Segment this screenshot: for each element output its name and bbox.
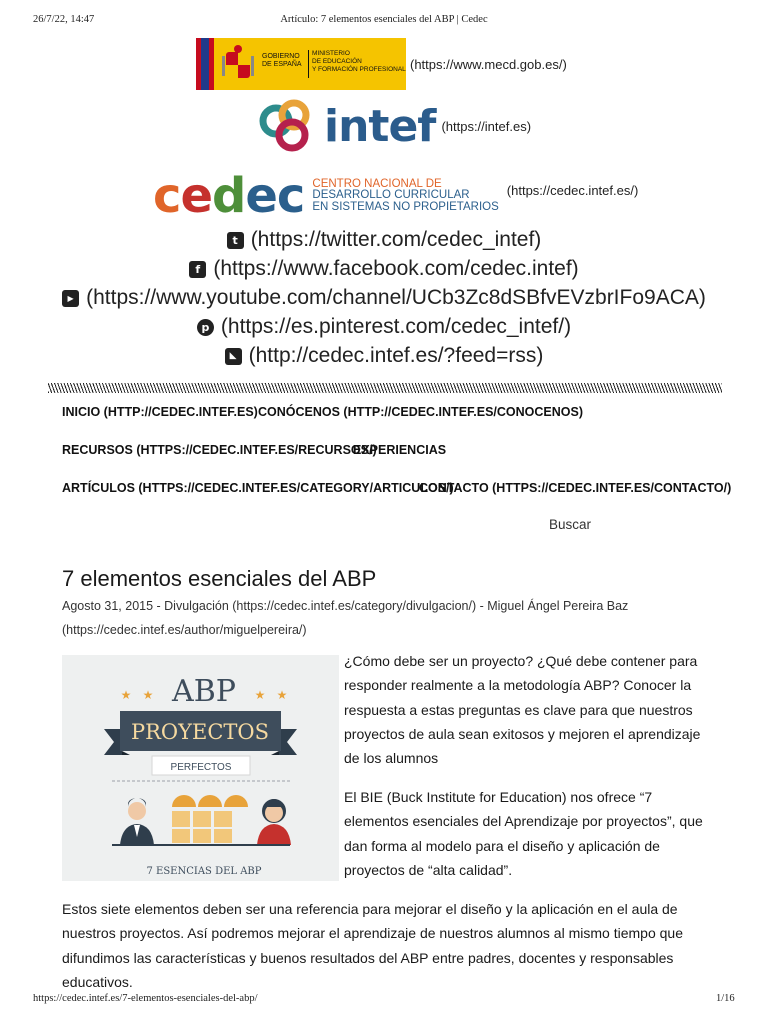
social-link-youtube[interactable]	[0, 286, 768, 310]
print-page-title: Artículo: 7 elementos esenciales del ABP | Cedec	[280, 14, 488, 25]
youtube-icon: ▶	[62, 290, 79, 307]
intef-url[interactable]: (https://intef.es)	[441, 118, 532, 134]
building-icon	[172, 795, 248, 843]
social-link-pinterest[interactable]	[0, 315, 768, 339]
abp-illustration	[62, 655, 339, 881]
intef-logo-link[interactable]	[254, 95, 531, 157]
proyectos-text: PROYECTOS	[130, 720, 270, 744]
nav-contacto[interactable]: CONTACTO (HTTPS://CEDEC.INTEF.ES/CONTACTO/)	[419, 481, 732, 495]
nav-experiencias[interactable]: EXPERIENCIAS	[353, 443, 447, 457]
intef-symbol-icon	[254, 95, 318, 157]
social-link-rss[interactable]	[0, 344, 768, 368]
cedec-sub3: EN SISTEMAS NO PROPIETARIOS	[312, 200, 499, 213]
nav-inicio[interactable]: INICIO (HTTP://CEDEC.INTEF.ES)	[62, 405, 258, 419]
search-button[interactable]: Buscar	[549, 517, 592, 532]
mecd-url[interactable]: (https://www.mecd.gob.es/)	[410, 56, 567, 72]
cedec-url[interactable]: (https://cedec.intef.es/)	[506, 182, 639, 198]
intef-wordmark: intef	[324, 100, 436, 152]
article-hero-image	[62, 655, 339, 881]
article-paragraph-1: ¿Cómo debe ser un proyecto? ¿Qué debe contener para responder realmente a la metodología ABP? Conocer la respuesta a estas preguntas es clave para que nuestros proyectos de aula sean exitosos y mejoren el aprendizaje de los alumnos	[344, 653, 701, 767]
print-page-number: 1/16	[716, 993, 735, 1004]
perfectos-text: PERFECTOS	[170, 762, 232, 773]
abp-text: ABP	[172, 674, 236, 709]
cedec-sub1: CENTRO NACIONAL DE	[312, 177, 442, 190]
ministerio-line1: MINISTERIO	[312, 50, 350, 57]
cedec-subtitle	[312, 179, 498, 214]
nav-articulos[interactable]: ARTÍCULOS (HTTPS://CEDEC.INTEF.ES/CATEGORY/ARTICULOS/)	[62, 481, 454, 495]
svg-text:★: ★	[276, 688, 288, 702]
pinterest-icon: p	[197, 319, 214, 336]
article-title: 7 elementos esenciales del ABP	[62, 566, 377, 591]
cedec-sub2: DESARROLLO CURRICULAR	[312, 189, 470, 202]
nav-conocenos[interactable]: CONÓCENOS (HTTP://CEDEC.INTEF.ES/CONOCENOS)	[258, 405, 584, 419]
ministerio-line3: Y FORMACIÓN PROFESIONAL	[312, 66, 406, 73]
pinterest-url[interactable]: (https://es.pinterest.com/cedec_intef/)	[220, 315, 572, 338]
nav-recursos[interactable]: RECURSOS (HTTPS://CEDEC.INTEF.ES/RECURSOS/)	[62, 443, 377, 457]
article-meta[interactable]: Agosto 31, 2015 - Divulgación (https://cedec.intef.es/category/divulgacion/) - Miguel Ángel Pereira Baz	[62, 599, 629, 613]
youtube-url[interactable]: (https://www.youtube.com/channel/UCb3Zc8dSBfvEVzbrIFo9ACA)	[86, 286, 706, 309]
cedec-wordmark: cedec	[153, 168, 305, 224]
gobierno-line1: GOBIERNO	[262, 53, 300, 60]
twitter-icon: t	[227, 232, 244, 249]
svg-text:★: ★	[254, 688, 266, 702]
coat-of-arms-icon	[222, 44, 254, 84]
facebook-icon: f	[189, 261, 206, 278]
svg-text:★: ★	[120, 688, 132, 702]
man-avatar-icon	[120, 798, 154, 845]
print-footer-url: https://cedec.intef.es/7-elementos-esenciales-del-abp/	[33, 993, 258, 1004]
svg-text:★: ★	[142, 688, 154, 702]
ministerio-line2: DE EDUCACIÓN	[312, 58, 362, 65]
article-author-url[interactable]: (https://cedec.intef.es/author/miguelpereira/)	[62, 623, 307, 637]
hatch-divider	[48, 383, 722, 393]
gobierno-logo-link[interactable]	[196, 38, 567, 90]
social-link-twitter[interactable]	[0, 228, 768, 252]
cedec-logo-link[interactable]	[153, 168, 638, 224]
social-link-facebook[interactable]	[0, 257, 768, 281]
twitter-url[interactable]: (https://twitter.com/cedec_intef)	[250, 228, 542, 251]
rss-url[interactable]: (http://cedec.intef.es/?feed=rss)	[248, 344, 544, 367]
rss-icon: ◣	[225, 348, 242, 365]
esencias-text: 7 ESENCIAS DEL ABP	[146, 866, 262, 877]
article-paragraph-3: Estos siete elementos deben ser una referencia para mejorar el diseño y la aplicación en el aula de nuestros proyectos. Así podremos mejorar el aprendizaje de nuestros alumnos al mismo tiempo que difundimos las características y buenos resultados del ABP entre padres, docentes y responsables educativos.	[62, 901, 683, 990]
article-paragraph-2: El BIE (Buck Institute for Education) nos ofrece “7 elementos esenciales del Aprendizaje por proyectos”, que dan forma al modelo para el diseño y aplicación de proyectos de “alta calidad”.	[344, 789, 703, 878]
gobierno-logo	[196, 38, 406, 90]
woman-avatar-icon	[257, 799, 291, 845]
gobierno-line2: DE ESPAÑA	[262, 61, 302, 68]
print-datetime: 26/7/22, 14:47	[33, 14, 95, 25]
facebook-url[interactable]: (https://www.facebook.com/cedec.intef)	[213, 257, 579, 280]
